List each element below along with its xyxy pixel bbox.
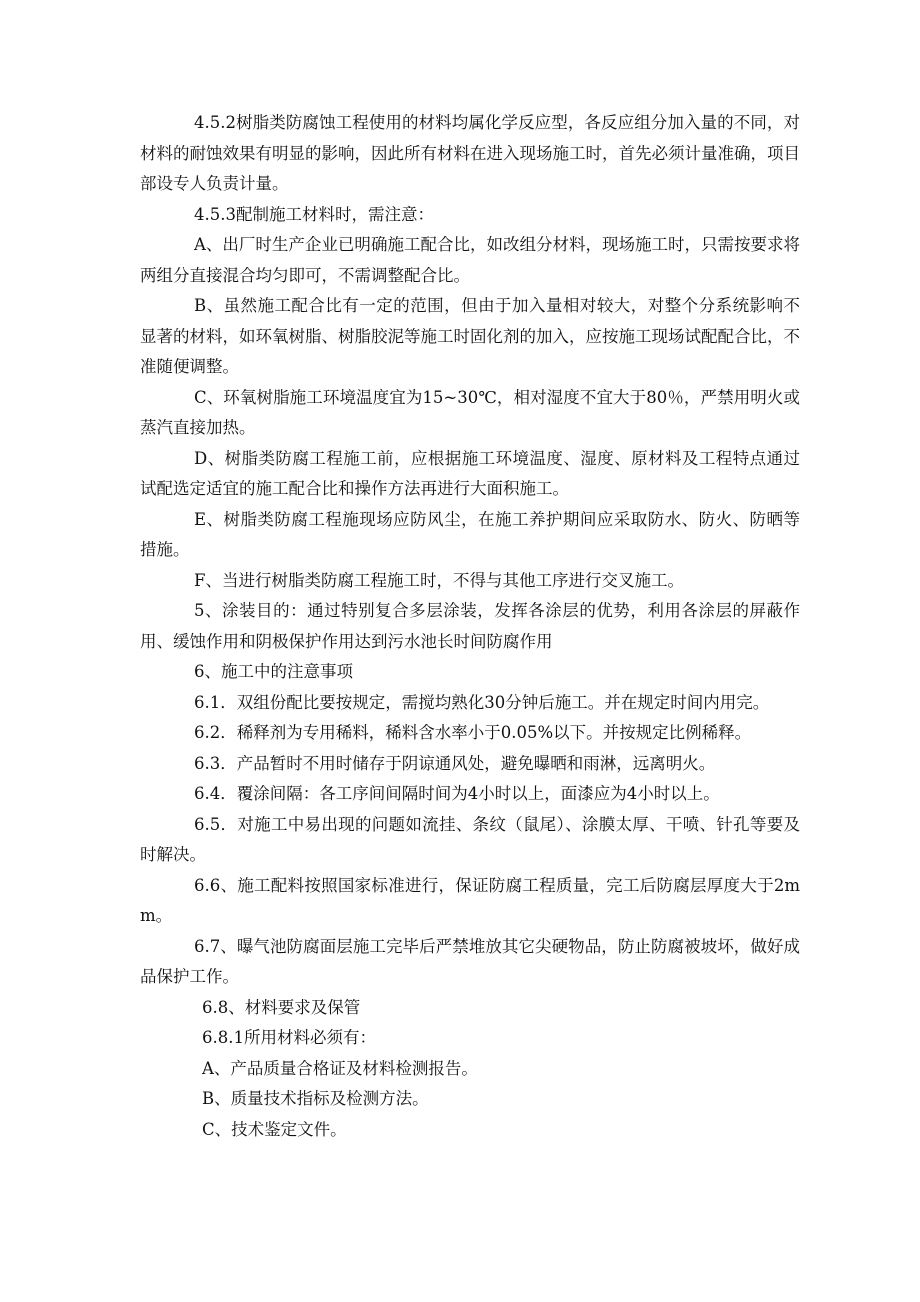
paragraph-6-6: 6.6、施工配料按照国家标准进行，保证防腐工程质量，完工后防腐层厚度大于2mm。 <box>140 875 800 925</box>
paragraph-6-5: 6.5．对施工中易出现的问题如流挂、条纹（鼠尾）、涂膜太厚、干喷、针孔等要及时解决。 <box>140 814 800 864</box>
section-heading-6: 6、施工中的注意事项 <box>194 662 353 681</box>
paragraph-item-e: E、树脂类防腐工程施现场应防风尘，在施工养护期间应采取防水、防火、防晒等措施。 <box>140 509 800 559</box>
paragraph-5-coating-purpose: 5、涂装目的：通过特别复合多层涂装，发挥各涂层的优势，利用各涂层的屏蔽作用、缓蚀作用和阴极保护作用达到污水池长时间防腐作用 <box>140 601 800 651</box>
paragraph-4-5-3: 4.5.3配制施工材料时，需注意： <box>194 204 434 224</box>
paragraph-6-8-1: 6.8.1所用材料必须有： <box>202 1028 376 1047</box>
paragraph-6-1: 6.1．双组份配比要按规定，需搅均熟化30分钟后施工。并在规定时间内用完。 <box>194 692 770 712</box>
paragraph-6-4: 6.4．覆涂间隔：各工序间间隔时间为4小时以上，面漆应为4小时以上。 <box>194 784 720 803</box>
paragraph-item-b: B、虽然施工配合比有一定的范围，但由于加入量相对较大，对整个分系统影响不显著的材料，如环氧树脂、树脂胶泥等施工时固化剂的加入，应按施工现场试配配合比，不准随便调整。 <box>140 296 800 376</box>
paragraph-4-5-2: 4.5.2树脂类防腐蚀工程使用的材料均属化学反应型，各反应组分加入量的不同，对材料的耐蚀效果有明显的影响，因此所有材料在进入现场施工时，首先必须计量准确，项目部设专人负责计量。 <box>140 113 800 193</box>
paragraph-6-7: 6.7、曝气池防腐面层施工完毕后严禁堆放其它尖硬物品，防止防腐被坡坏，做好成品保护工作。 <box>140 936 800 986</box>
paragraph-item-a: A、出厂时生产企业已明确施工配合比，如改组分材料，现场施工时，只需按要求将两组分直接混合均匀即可，不需调整配合比。 <box>140 235 800 285</box>
list-item-b: B、质量技术指标及检测方法。 <box>202 1089 429 1108</box>
list-item-c: C、技术鉴定文件。 <box>202 1119 347 1139</box>
list-item-a: A、产品质量合格证及材料检测报告。 <box>202 1058 478 1078</box>
paragraph-item-c: C、环氧树脂施工环境温度宜为15~30℃，相对湿度不宜大于80％，严禁用明火或蒸汽直接加热。 <box>140 387 800 437</box>
section-heading-6-8: 6.8、材料要求及保管 <box>202 997 361 1017</box>
paragraph-6-2: 6.2．稀释剂为专用稀料，稀料含水率小于0.05%以下。并按规定比例稀释。 <box>194 723 752 742</box>
paragraph-item-d: D、树脂类防腐工程施工前，应根据施工环境温度、湿度、原材料及工程特点通过试配选定适宜的施工配合比和操作方法再进行大面积施工。 <box>140 448 800 498</box>
document-body <box>140 108 800 1145</box>
paragraph-6-3: 6.3．产品暂时不用时储存于阴谅通风处，避免曝晒和雨淋，远离明火。 <box>194 753 716 773</box>
paragraph-item-f: F、当进行树脂类防腐工程施工时，不得与其他工序进行交叉施工。 <box>194 570 684 590</box>
